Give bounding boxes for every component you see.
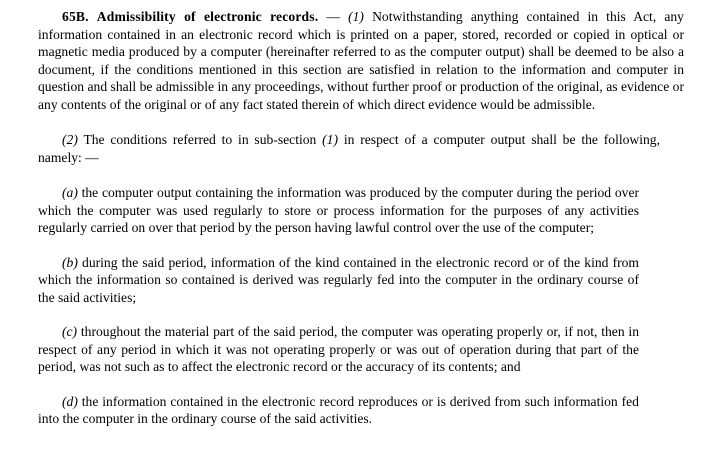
- em-dash: —: [326, 9, 340, 24]
- paragraph-gap: [38, 113, 684, 131]
- dash-gap: [340, 9, 348, 24]
- section-number: 65B.: [62, 9, 89, 24]
- section-heading: Admissibility of electronic records.: [96, 9, 319, 24]
- clause-c: [38, 323, 639, 376]
- subsection-text-1: Notwithstanding anything contained in this Act, any information contained in an electronic record which is printed on a paper, stored, recorded or copied in optical or magnetic media produced by a computer (hereinafter referred to as the computer output) shall be deemed to be also a document, if the conditions mentioned in this section are satisfied in relation to the information and computer in question and shall be admissible in any proceedings, without further proof or production of the original, as evidence or any contents of the original or of any fact stated therein of which direct evidence would be admissible.: [38, 9, 684, 112]
- paragraph-gap: [38, 306, 684, 323]
- clause-marker-c: (c): [62, 324, 78, 339]
- clause-marker-b: (b): [62, 254, 78, 270]
- clause-text-d: the information contained in the electronic record reproduces or is derived from such information fed into the computer in the ordinary course of the said activities.: [38, 393, 639, 426]
- clause-text-a: the computer output containing the information was produced by the computer during the period over which the computer was used regularly to store or process information for the purposes of any activities regularly carried on over that period by the person having lawful control over the use of the computer;: [38, 185, 639, 235]
- section-paragraph-2: [38, 131, 660, 166]
- paragraph-gap: [38, 376, 684, 393]
- document-body: [38, 8, 684, 428]
- inline-subsection-reference: (1): [322, 132, 339, 147]
- clause-marker-d: (d): [62, 393, 78, 409]
- section-paragraph-1: [38, 8, 684, 113]
- heading-space: [89, 9, 97, 24]
- paragraph-gap: [38, 237, 684, 254]
- clause-marker-a: (a): [62, 185, 78, 200]
- subsection-text-2: The conditions referred to in sub-section (1) in respect of a computer output shall be the following, namely: —: [38, 132, 661, 165]
- clause-a: [38, 184, 639, 237]
- marker-gap-1: [364, 9, 372, 24]
- clause-text-c: throughout the material part of the said period, the computer was operating properly or, if not, then in respect of any period in which it was not operating properly or was out of operation during that part of the period, was not such as to affect the electronic record or the accuracy of its contents; and: [38, 324, 639, 374]
- clause-b: [38, 254, 639, 307]
- paragraph-gap: [38, 166, 684, 184]
- clause-d: [38, 393, 639, 428]
- subsection-marker-2: (2): [62, 132, 78, 147]
- subsection-marker-1: (1): [348, 9, 364, 24]
- clause-text-b: during the said period, information of the kind contained in the electronic record or of the kind from which the information so contained is derived was regularly fed into the computer in the ordinary course of the said activities;: [38, 254, 640, 305]
